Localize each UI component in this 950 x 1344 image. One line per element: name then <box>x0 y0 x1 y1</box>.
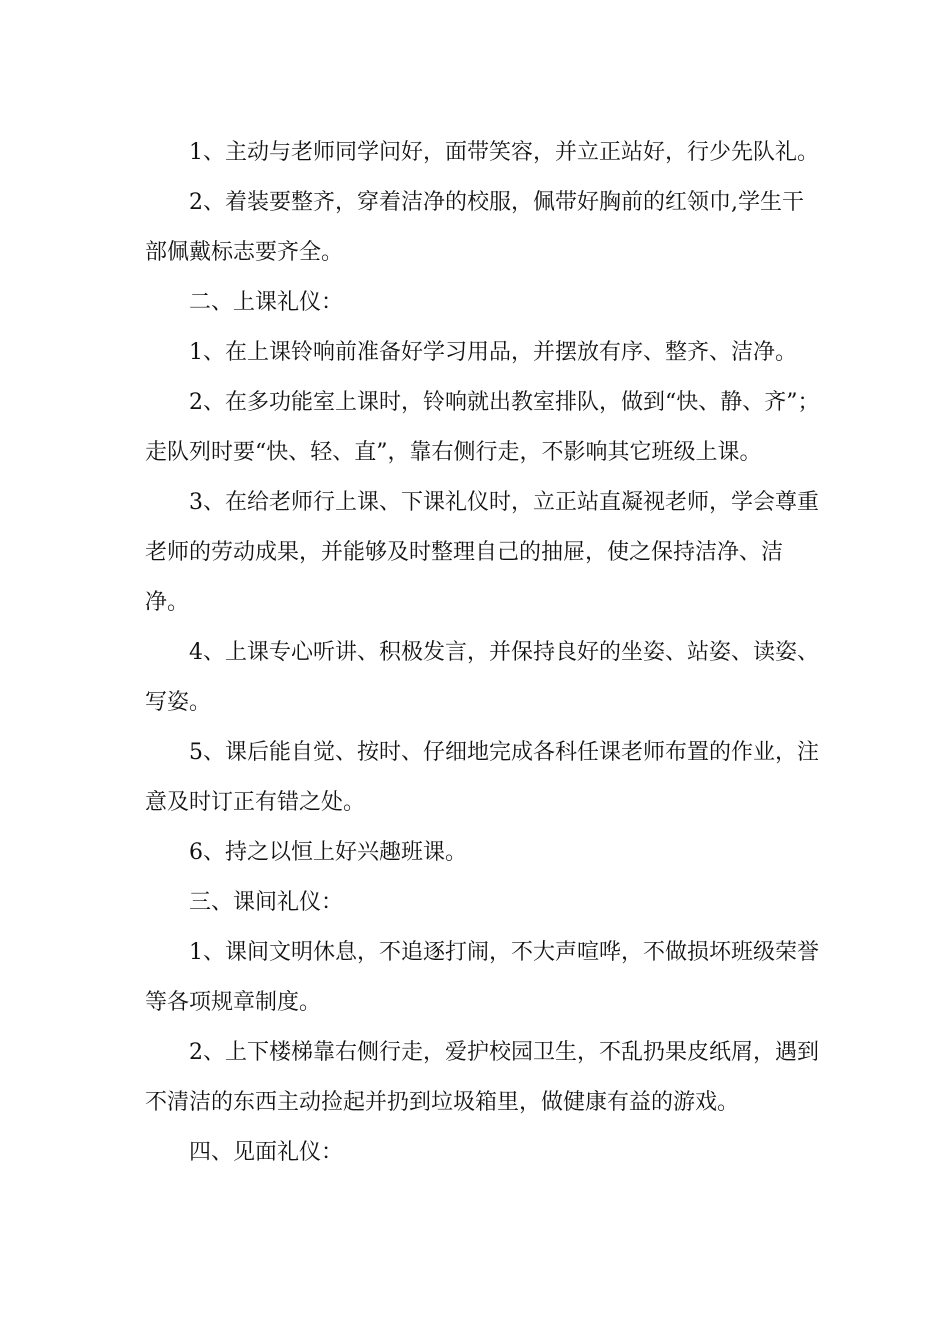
paragraph-class-1: 1、在上课铃响前准备好学习用品，并摆放有序、整齐、洁净。 <box>189 340 797 365</box>
paragraph-class-2: 2、在多功能室上课时，铃响就出教室排队，做到“快、静、齐”；走队列时要“快、轻、直”，靠右侧行走，不影响其它班级上课。 <box>145 390 820 465</box>
document-body <box>145 128 825 1178</box>
paragraph-class-6: 6、持之以恒上好兴趣班课。 <box>189 840 467 865</box>
section-heading-break: 三、课间礼仪： <box>189 890 344 915</box>
section-heading-meeting: 四、见面礼仪： <box>189 1140 344 1165</box>
paragraph-class-5: 5、课后能自觉、按时、仔细地完成各科任课老师布置的作业，注意及时订正有错之处。 <box>145 740 819 815</box>
paragraph-class-4: 4、上课专心听讲、积极发言，并保持良好的坐姿、站姿、读姿、写姿。 <box>145 640 819 715</box>
section-heading-class: 二、上课礼仪： <box>189 290 344 315</box>
paragraph-break-2: 2、上下楼梯靠右侧行走，爱护校园卫生，不乱扔果皮纸屑，遇到不清洁的东西主动捡起并扔到垃圾箱里，做健康有益的游戏。 <box>145 1040 819 1115</box>
paragraph-greeting: 1、主动与老师同学问好，面带笑容，并立正站好，行少先队礼。 <box>189 140 819 165</box>
paragraph-class-3: 3、在给老师行上课、下课礼仪时，立正站直凝视老师，学会尊重老师的劳动成果，并能够及时整理自己的抽屉，使之保持洁净、洁净。 <box>145 490 819 615</box>
paragraph-break-1: 1、课间文明休息，不追逐打闹，不大声喧哗，不做损坏班级荣誉等各项规章制度。 <box>145 940 819 1015</box>
paragraph-dress: 2、着装要整齐，穿着洁净的校服，佩带好胸前的红领巾,学生干部佩戴标志要齐全。 <box>145 190 804 265</box>
